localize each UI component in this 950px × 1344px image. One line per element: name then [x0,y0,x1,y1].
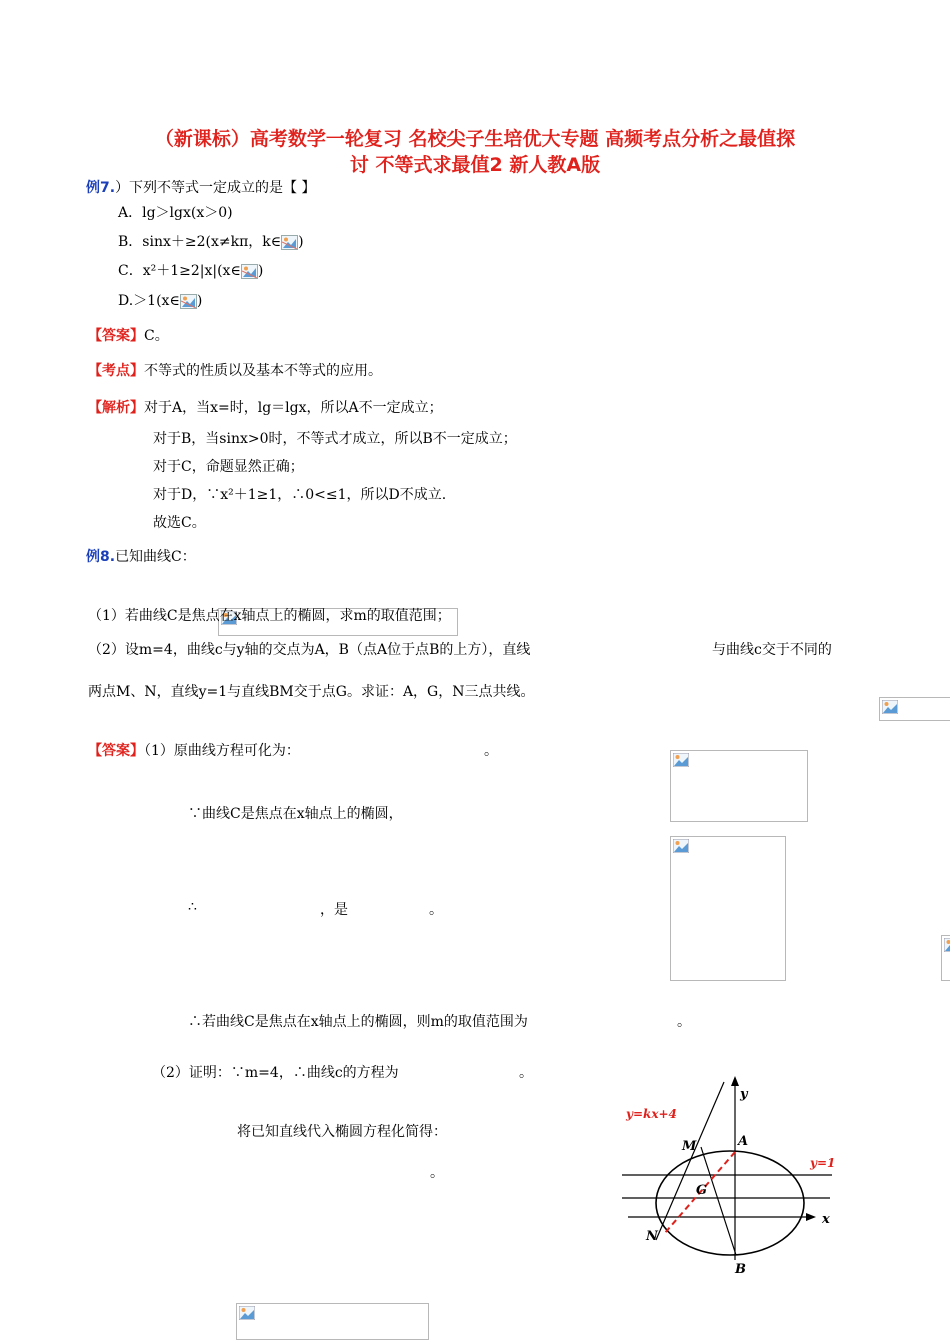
kaodian-text: 不等式的性质以及基本不等式的应用。 [144,363,382,379]
label-y1: y=1 [810,1156,836,1170]
broken-image-icon [239,1306,255,1320]
option-c-text: C．x²＋1≥2|x|(x∈ [118,263,241,279]
therefore-symbol: ∴ [188,899,197,915]
x-axis-arrow [806,1213,816,1221]
answer-text: C。 [144,328,169,344]
broken-image-icon [241,264,258,279]
period: 。 [429,902,443,918]
broken-image-icon [882,700,898,714]
example8-stem [86,546,196,566]
broken-image-icon [180,294,197,309]
question-2-part-c: 两点M、N，直线y=1与直线BM交于点G。求证：A，G，N三点共线。 [88,684,535,700]
period: 。 [430,1165,444,1181]
option-b-close: ) [298,234,304,250]
label-x-axis: x [822,1212,830,1227]
jiexi-line: 对于B，当sinx>0时，不等式才成立，所以B不一定成立； [153,431,517,447]
jiexi-line: 对于C，命题显然正确； [153,459,304,475]
formula-image-placeholder [670,836,786,981]
answer-part1-text: （1）原曲线方程可化为： [144,743,300,759]
proof-line: （2）证明：∵m=4，∴曲线c的方程为 [152,1065,399,1081]
jiexi-tag: 【解析】 [88,400,144,416]
label-m: M [682,1139,697,1154]
label-line: y=kx+4 [626,1107,677,1121]
period: 。 [519,1065,533,1081]
substitute-line: 将已知直线代入椭圆方程化简得： [237,1124,447,1140]
y-axis-arrow [731,1076,739,1086]
option-d-close: ) [196,293,203,309]
formula-image-placeholder [670,750,808,822]
label-n: N [646,1229,658,1244]
example8-question: 已知曲线C： [115,549,196,565]
formula-image-placeholder [941,935,950,981]
option-b [118,231,304,251]
answer-tag: 【答案】 [88,743,144,759]
label-y-axis: y [740,1087,748,1102]
period: 。 [484,743,498,759]
period: 。 [677,1014,691,1030]
ellipse [656,1151,804,1255]
formula-image-placeholder [879,697,950,721]
range-conclusion: ∴若曲线C是焦点在x轴点上的椭圆，则m的取值范围为 [188,1014,528,1030]
page-title-line2: 讨 不等式求最值2 新人教A版 [349,154,601,176]
example8-label: 例8. [86,549,116,565]
question-2-part-a: （2）设m=4，曲线c与y轴的交点为A，B（点A位于点B的上方），直线 [88,642,531,658]
option-c-close: ) [257,263,264,279]
kaodian-tag: 【考点】 [88,363,144,379]
label-g: G [696,1183,708,1198]
line-y-kx-4 [656,1082,724,1240]
option-b-text: B．sinx＋≥2(x≠kπ，k∈ [118,234,282,250]
broken-image-icon [673,753,689,767]
because-line: ∵曲线C是焦点在x轴点上的椭圆， [188,806,403,822]
option-a: A．lg＞lgx(x＞0) [118,205,233,221]
option-d [118,290,202,310]
line-bm [701,1147,736,1255]
label-a: A [738,1134,749,1149]
example7-label: 例7. [86,180,116,196]
jiexi-line: 对于D，∵x²＋1≥1，∴0<≤1，所以D不成立. [153,487,447,503]
answer-tag: 【答案】 [88,328,144,344]
label-b: B [735,1262,746,1277]
example7-answer [88,325,169,345]
example7-question: ）下列不等式一定成立的是【 】 [115,180,316,196]
option-c [118,260,263,280]
example7-stem [86,177,316,197]
broken-image-icon [673,839,689,853]
broken-image-icon [944,938,950,952]
ellipse-figure [600,1070,850,1285]
question-1: （1）若曲线C是焦点在x轴点上的椭圆，求m的取值范围； [88,608,451,624]
jiexi-line: 故选C。 [153,515,206,531]
question-2-part-b: 与曲线c交于不同的 [712,642,832,658]
jiexi-line: 对于A，当x=时，lg＝lgx，所以A不一定成立； [144,400,443,416]
broken-image-icon [281,235,298,250]
example7-kaodian [88,360,382,380]
example8-answer [88,740,300,760]
page-title-line1: （新课标）高考数学一轮复习 名校尖子生培优大专题 高频考点分析之最值探 [154,128,796,150]
formula-image-placeholder [236,1303,429,1340]
example7-jiexi [88,397,443,417]
shi-text: ，是 [320,902,348,918]
option-d-text: D.＞1(x∈ [118,293,180,309]
